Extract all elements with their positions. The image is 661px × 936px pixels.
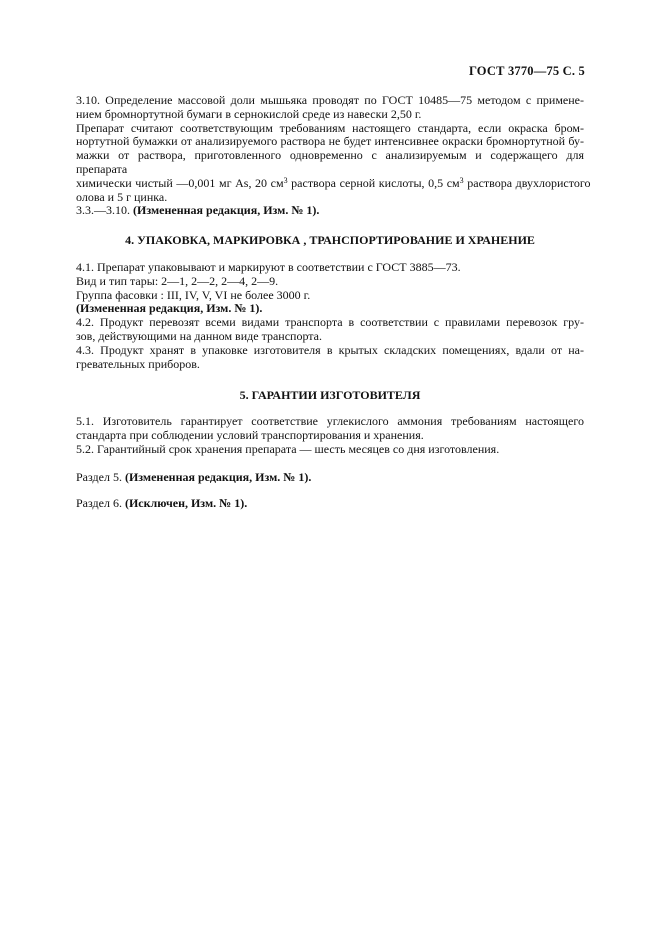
paragraph-fragment: раствора двухлористого — [463, 175, 591, 190]
paragraph-line: 5.2. Гарантийный срок хранения препарата — шесть месяцев со дня изготовления. — [76, 441, 500, 456]
paragraph-line: 4.1. Препарат упаковывают и маркируют в соответствии с ГОСТ 3885—73. — [76, 259, 461, 274]
paragraph-requirement — [76, 120, 591, 205]
paragraph-line — [76, 497, 584, 511]
paragraph-5-2 — [76, 443, 584, 457]
paragraph-line: 5.1. Изготовитель гарантирует соответствие углекислого аммония требованиям настоящего — [76, 414, 584, 429]
paragraph-fragment: раствора серной кислоты, 0,5 см — [287, 175, 460, 190]
paragraph-4-3 — [76, 344, 584, 372]
paragraph-fragment: химически чистый —0,001 мг As, 20 см — [76, 175, 284, 190]
razdel-prefix: Раздел 5. — [76, 469, 125, 484]
document-body — [76, 93, 591, 511]
superscript: 3 — [459, 175, 464, 185]
paragraph-line: Группа фасовки : III, IV, V, VI не более 3000 г. — [76, 287, 311, 302]
paragraph-line: гревательных приборов. — [76, 356, 200, 371]
paragraph-4-2 — [76, 316, 584, 344]
superscript: 3 — [283, 175, 288, 185]
paragraph-line: нортутной бумажки от анализируемого раствора не будет интенсивнее окраски бромнортутной бу- — [76, 134, 584, 149]
paragraph-line — [76, 175, 591, 191]
paragraph-line: 4.3. Продукт хранят в упаковке изготовителя в крытых складских помещениях, вдали от на- — [76, 342, 584, 357]
paragraph-5-1 — [76, 415, 584, 443]
paragraph-line: олова и 5 г цинка. — [76, 189, 168, 204]
paragraph-line — [76, 204, 584, 218]
amendment-text: (Измененная редакция, Изм. № 1). — [133, 203, 320, 218]
paragraph-line: мажки от раствора, приготовленного одновременно с анализируемым и содержащего для препарата — [76, 148, 584, 176]
amendment-text: (Исключен, Изм. № 1). — [124, 496, 248, 511]
paragraph-line: стандарта при соблюдении условий транспортирования и хранения. — [76, 427, 424, 442]
paragraph-line — [76, 471, 584, 485]
section-heading-4: 4. УПАКОВКА, МАРКИРОВКА , ТРАНСПОРТИРОВАНИЕ И ХРАНЕНИЕ — [125, 233, 535, 248]
amendment-text: (Измененная редакция, Изм. № 1). — [124, 469, 312, 484]
amendment-text: (Измененная редакция, Изм. № 1). — [76, 301, 263, 316]
amendment-note-3 — [76, 204, 584, 218]
paragraph-3-10 — [76, 94, 584, 122]
paragraph-line: 4.2. Продукт перевозят всеми видами транспорта в соответствии с правилами перевозок гру- — [76, 315, 584, 330]
paragraph-line: нием бромнортутной бумаги в сернокислой среде из навески 2,50 г. — [76, 106, 422, 121]
razdel-prefix: Раздел 6. — [76, 496, 125, 511]
razdel-6-note — [76, 497, 584, 511]
running-header: ГОСТ 3770—75 С. 5 — [468, 64, 585, 78]
amendment-prefix: 3.3.—3.10. — [76, 203, 133, 218]
paragraph-line: Препарат считают соответствующим требованиям настоящего стандарта, если окраска бром- — [76, 120, 584, 135]
paragraph-line: Вид и тип тары: 2—1, 2—2, 2—4, 2—9. — [76, 273, 279, 288]
razdel-5-note — [76, 471, 584, 485]
paragraph-line: 3.10. Определение массовой доли мышьяка проводят по ГОСТ 10485—75 методом с примене- — [76, 93, 584, 107]
paragraph-line: зов, действующими на данном виде транспорта. — [76, 328, 323, 343]
paragraph-4-1 — [76, 261, 584, 316]
section-heading-5: 5. ГАРАНТИИ ИЗГОТОВИТЕЛЯ — [239, 388, 421, 403]
